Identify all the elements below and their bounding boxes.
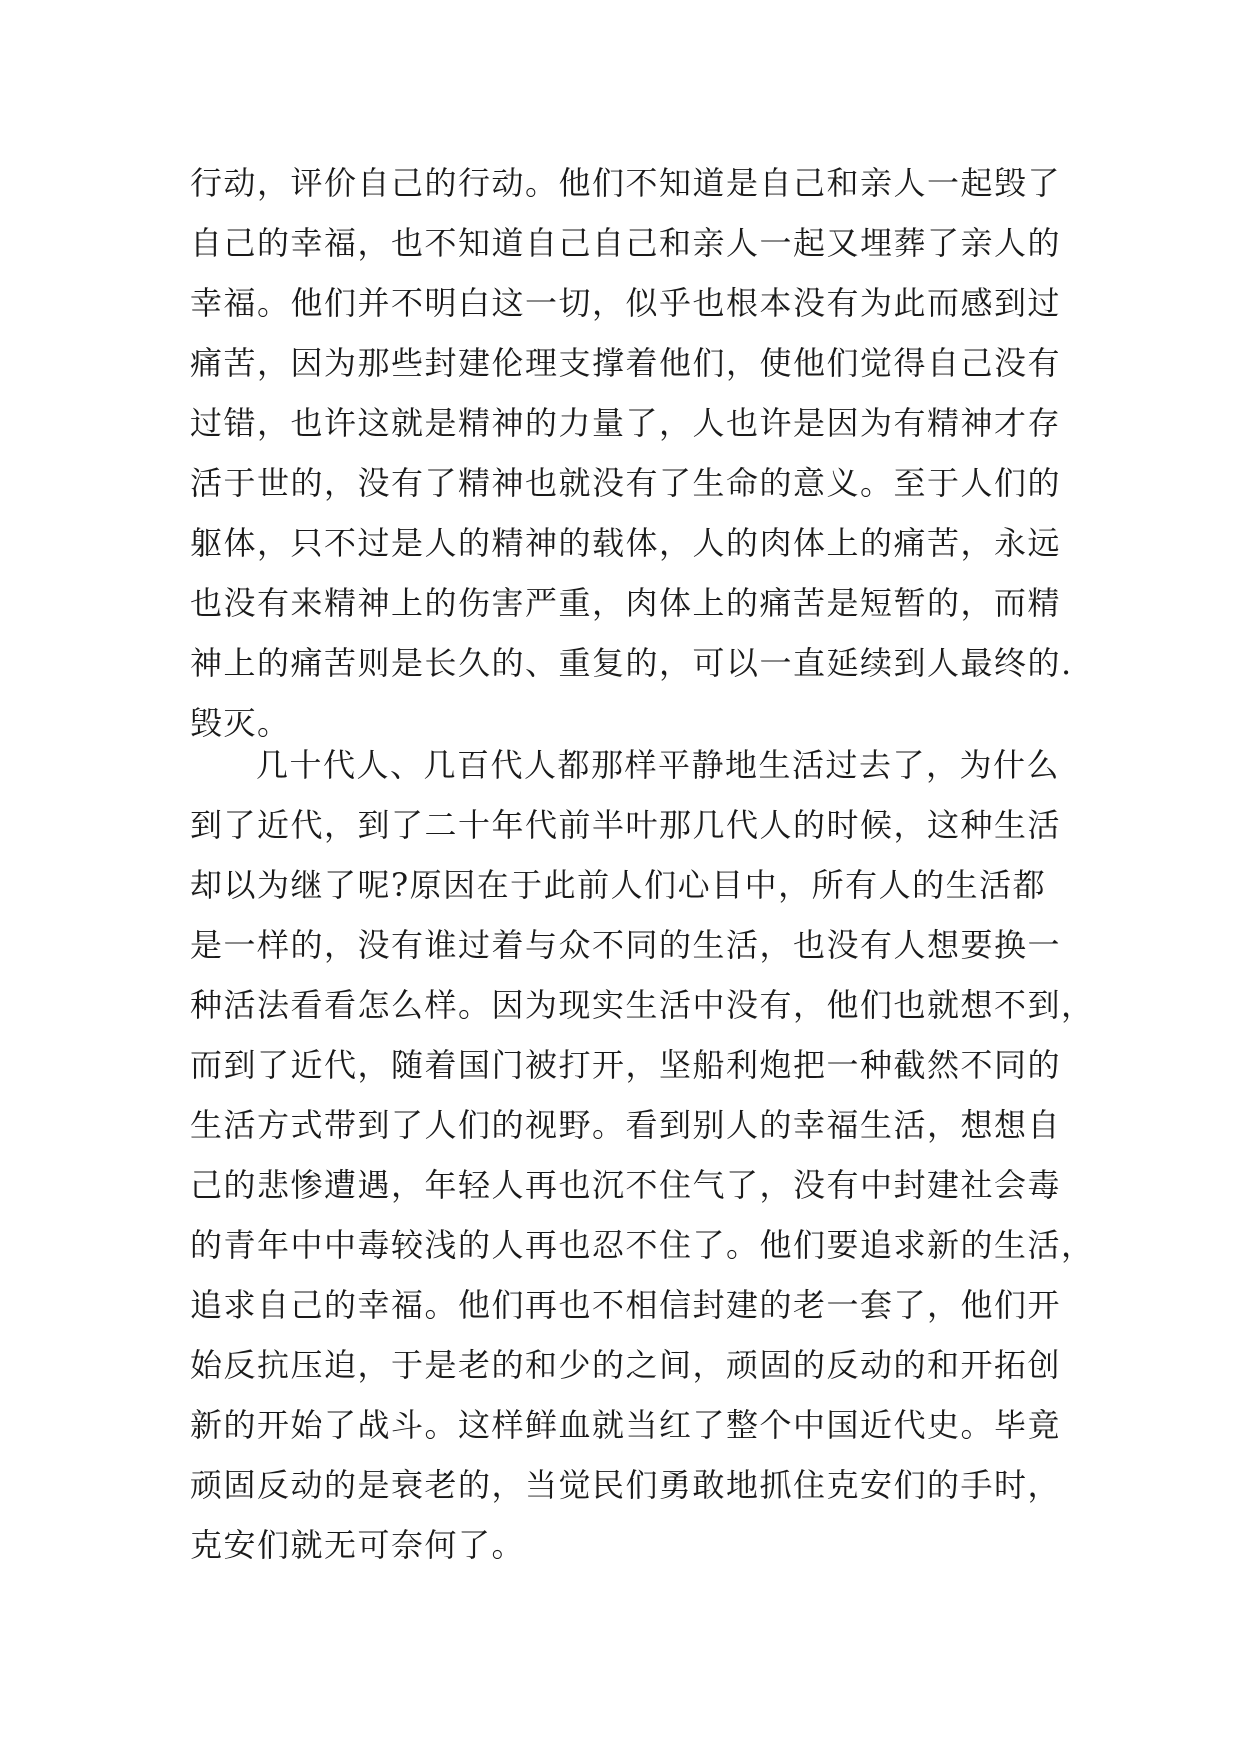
text-line-indented: 几十代人、几百代人都那样平静地生活过去了，为什么 <box>256 746 1061 784</box>
text-line: 追求自己的幸福。他们再也不相信封建的老一套了，他们开 <box>190 1286 1062 1324</box>
text-line: 是一样的，没有谁过着与众不同的生活，也没有人想要换一 <box>190 926 1062 964</box>
text-line: 新的开始了战斗。这样鲜血就当红了整个中国近代史。毕竟 <box>190 1406 1062 1444</box>
text-line: 毁灭。 <box>190 704 291 742</box>
text-line: 过错，也许这就是精神的力量了，人也许是因为有精神才存 <box>190 404 1062 442</box>
text-line: 而到了近代，随着国门被打开，坚船利炮把一种截然不同的 <box>190 1046 1062 1084</box>
text-line: 生活方式带到了人们的视野。看到别人的幸福生活，想想自 <box>190 1106 1062 1144</box>
text-line: 自己的幸福，也不知道自己自己和亲人一起又埋葬了亲人的 <box>190 224 1062 262</box>
text-line: 幸福。他们并不明白这一切，似乎也根本没有为此而感到过 <box>190 284 1062 322</box>
text-line: 始反抗压迫，于是老的和少的之间，顽固的反动的和开拓创 <box>190 1346 1062 1384</box>
text-line: 到了近代，到了二十年代前半叶那几代人的时候，这种生活 <box>190 806 1062 844</box>
text-line: 躯体，只不过是人的精神的载体，人的肉体上的痛苦，永远 <box>190 524 1062 562</box>
text-line: 的青年中中毒较浅的人再也忍不住了。他们要追求新的生活， <box>190 1226 1095 1264</box>
text-line: 也没有来精神上的伤害严重，肉体上的痛苦是短暂的，而精 <box>190 584 1062 622</box>
text-line: 克安们就无可奈何了。 <box>190 1526 526 1564</box>
paragraph-1 <box>190 153 1073 753</box>
text-line: 行动，评价自己的行动。他们不知道是自己和亲人一起毁了 <box>190 164 1062 202</box>
text-line: 却以为继了呢?原因在于此前人们心目中，所有人的生活都 <box>190 866 1047 904</box>
text-line: 神上的痛苦则是长久的、重复的，可以一直延续到人最终的. <box>190 644 1073 682</box>
text-line: 种活法看看怎么样。因为现实生活中没有，他们也就想不到， <box>190 986 1095 1024</box>
text-line: 活于世的，没有了精神也就没有了生命的意义。至于人们的 <box>190 464 1062 502</box>
text-line: 己的悲惨遭遇，年轻人再也沉不住气了，没有中封建社会毒 <box>190 1166 1062 1204</box>
paragraph-2 <box>190 735 1095 1575</box>
text-line: 顽固反动的是衰老的，当觉民们勇敢地抓住克安们的手时， <box>190 1466 1062 1504</box>
text-line: 痛苦，因为那些封建伦理支撑着他们，使他们觉得自己没有 <box>190 344 1062 382</box>
